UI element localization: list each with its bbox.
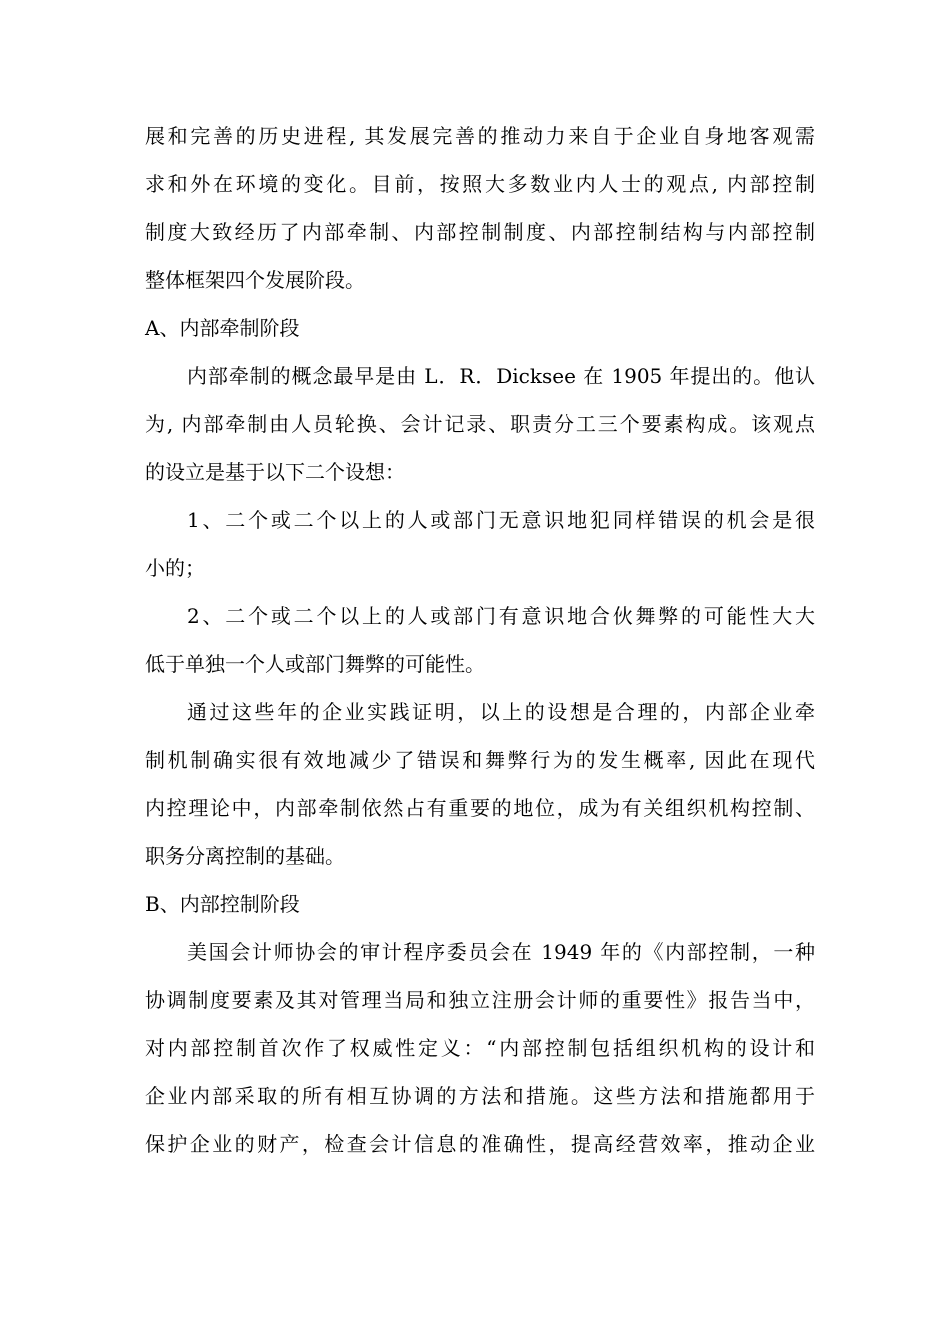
text-line: 企业内部采取的所有相互协调的方法和措施。这些方法和措施都用于	[145, 1084, 815, 1108]
text-line: 内部牵制的概念最早是由 L．R．Dicksee 在 1905 年提出的。他认	[187, 364, 815, 388]
paragraph-dicksee	[145, 352, 815, 496]
text-line: 制度大致经历了内部牵制、内部控制制度、内部控制结构与内部控制	[145, 220, 815, 244]
section-heading-b	[145, 880, 815, 928]
text-line: 通过这些年的企业实践证明，以上的设想是合理的，内部企业牵	[187, 700, 815, 724]
text-line: 展和完善的历史进程, 其发展完善的推动力来自于企业自身地客观需	[145, 124, 815, 148]
text-line: 保护企业的财产，检查会计信息的准确性，提高经营效率，推动企业	[145, 1132, 815, 1156]
text-line: 小的；	[145, 556, 205, 580]
paragraph-continuation	[145, 112, 815, 304]
list-item-1	[145, 496, 815, 592]
text-line: 职务分离控制的基础。	[145, 844, 345, 868]
text-line: 协调制度要素及其对管理当局和独立注册会计师的重要性》报告当中，	[145, 988, 815, 1012]
text-line: 整体框架四个发展阶段。	[145, 268, 365, 292]
text-line: 低于单独一个人或部门舞弊的可能性。	[145, 652, 485, 676]
document-body	[145, 112, 815, 1168]
section-heading-a	[145, 304, 815, 352]
text-line: 对内部控制首次作了权威性定义：“内部控制包括组织机构的设计和	[145, 1036, 815, 1060]
text-line: 的设立是基于以下二个设想：	[145, 460, 405, 484]
heading-text: A、内部牵制阶段	[145, 316, 300, 340]
text-line: 美国会计师协会的审计程序委员会在 1949 年的《内部控制，一种	[187, 940, 815, 964]
paragraph-practice	[145, 688, 815, 880]
list-item-2	[145, 592, 815, 688]
text-line: 1、二个或二个以上的人或部门无意识地犯同样错误的机会是很	[187, 508, 815, 532]
text-line: 为, 内部牵制由人员轮换、会计记录、职责分工三个要素构成。该观点	[145, 412, 815, 436]
text-line: 2、二个或二个以上的人或部门有意识地合伙舞弊的可能性大大	[187, 604, 815, 628]
heading-text: B、内部控制阶段	[145, 892, 300, 916]
text-line: 求和外在环境的变化。目前，按照大多数业内人士的观点, 内部控制	[145, 172, 815, 196]
text-line: 制机制确实很有效地减少了错误和舞弊行为的发生概率, 因此在现代	[145, 748, 815, 772]
paragraph-aicpa	[145, 928, 815, 1168]
text-line: 内控理论中，内部牵制依然占有重要的地位，成为有关组织机构控制、	[145, 796, 815, 820]
